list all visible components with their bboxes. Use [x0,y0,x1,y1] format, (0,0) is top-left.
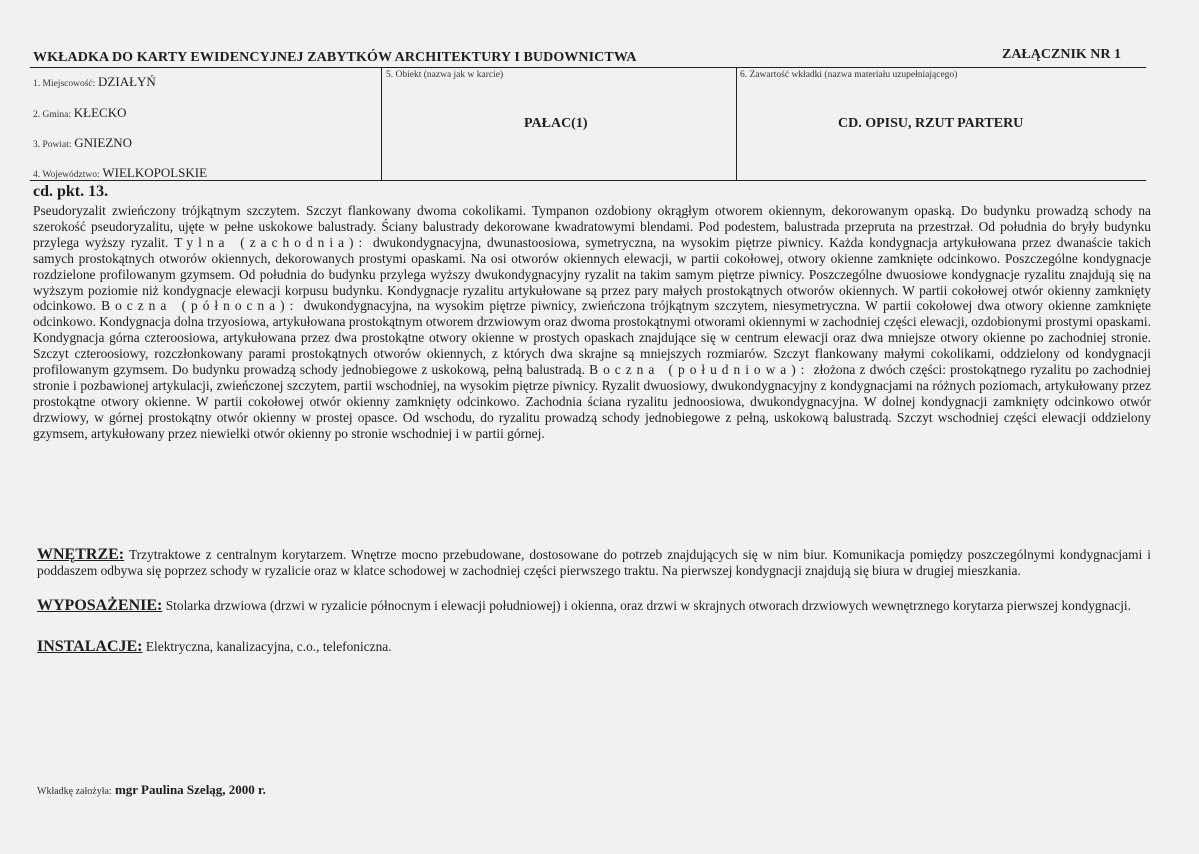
header-rule-top [30,67,1146,68]
column-divider-2 [736,67,737,180]
installations-heading: INSTALACJE: [37,638,143,655]
interior-paragraph [37,547,1151,579]
description-part-2: dwukondygnacyjna, dwunastoosiowa, symetryczna, na wysokim piętrze piwnicy. Każda kondygnacja artykułowana przez dwanaście takich samych prostokątnych otworów okiennych, dekorowanych prostymi opaskami. Na osi otworów okiennych elewacji, w partii cokołowej, otwory okienne zamknięte odcinkowo. Poszczególne kondygnacje rozdzielone profilowanym gzymsem. Od południa do budynku przylega wyższy dwukondygnacyjny ryzalit na takim samym piętrze piwnicy. Poszczególne dwuosiowe kondygnacje ryzalitu znajdują się na wyższym poziomie niż kondygnacje elewacji korpusu budynku. Kondygnacje ryzalitu artykułowane są przez pary małych prostokątnych otworów okiennych. W partii cokołowej otwór okienny zamknięty odcinkowo. [33,234,1152,314]
commune-field [33,105,126,121]
elevation-heading-north: Boczna (północna): [101,298,299,314]
county-field [33,135,132,151]
annex-number: ZAŁĄCZNIK NR 1 [1001,47,1121,62]
commune-value: KŁECKO [73,105,127,120]
furnishing-heading: WYPOSAŻENIE: [37,597,163,614]
section-heading: cd. pkt. 13. [33,183,109,200]
description-part-4: złożona z dwóch części: prostokątnego ryzalitu po zachodniej stronie i pozbawionej artykulacji, zwieńczonej szczytem, partii wschodniej, na wysokim piętrze piwnicy. Ryzalit dwuosiowy, dwukondygnacyjny z kondygnacjami na różnych poziomach, artykułowany przez prostokątne otwory okienne. W partii cokołowej otwór okienny zamknięty odcinkowo. Zachodnia ściana ryzalitu jednoosiowa, dwukondygnacyjna. W dolnej kondygnacji zamknięty odcinkowo otwór drzwiowy, w górnej prostokątny otwór okienny w prostej opasce. Od wschodu, do ryzalitu prowadzą schody jednobiegowe z pełną, uskokową balustradą. Szczyt wschodniej części elewacji oddzielony gzymsem, artykułowany przez niewielki otwór okienny po stronie wschodniej i w partii górnej. [33,362,1151,441]
interior-heading: WNĘTRZE: [37,546,125,563]
description-body [33,203,1151,442]
province-label: 4. Województwo: [33,170,100,180]
description-part-1: Pseudoryzalit zwieńczony trójkątnym szczytem. Szczyt flankowany dwoma cokolikami. Tympanon ozdobiony okrągłym otworem okiennym, dekorowanym opaską. Do budynku prowadzą schody na szerokość pseudoryzalitu, ujęte w pełne uskokowe balustrady. Ściany balustrady dekorowane kwadratowymi blendami. Pod podestem, balustrada przepruta na przestrzał. Od południa do bryły budynku przylega wyższy ryzalit. [33,203,1151,250]
furnishing-text: Stolarka drzwiowa (drzwi w ryzalicie północnym i elewacji południowej) i okienna, oraz drzwi w skrajnych otworach drzwiowych wewnętrznego korytarza pierwszej kondygnacji. [165,598,1131,613]
elevation-heading-west: Tylna (zachodnia): [174,234,368,250]
card-title: WKŁADKA DO KARTY EWIDENCYJNEJ ZABYTKÓW ARCHITEKTURY I BUDOWNICTWA [33,50,637,65]
installations-text: Elektryczna, kanalizacyjna, c.o., telefoniczna. [145,639,392,654]
locality-field [33,74,156,90]
description-part-3: dwukondygnacyjna, na wysokim piętrze piwnicy, zwieńczona trójkątnym szczytem, niesymetryczna. W partii cokołowej dwa otwory okienne zamknięte odcinkowo. Kondygnacja dolna trzyosiowa, artykułowana prostokątnym otworem drzwiowym oraz dwoma prostokątnymi otworami okiennymi w zachodniej części elewacji, ozdobionymi prostymi opaskami. Kondygnacja górna czteroosiowa, artykułowana przez dwa prostokątne otwory okienne w prostych opaskach znajdujące się w centrum elewacji oraz dwa mniejsze otwory okienne po zachodniej stronie. Szczyt czteroosiowy, rozczłonkowany parami prostokątnych otworów okiennych, z których dwa skrajne są mniejszych rozmiarów. Szczyt flankowany małymi cokolikami, oddzielony od kondygnacji profilowanym gzymsem. Do budynku prowadzą schody jednobiegowe z uskokową, pełną balustradą. [33,298,1151,378]
province-field [33,165,207,181]
county-value: GNIEZNO [74,135,133,150]
elevation-heading-south: Boczna (południowa): [589,362,810,378]
object-value: PAŁAC(1) [524,116,588,131]
installations-paragraph [37,639,1151,655]
furnishing-paragraph [37,598,1151,614]
author-value: mgr Paulina Szeląg, 2000 r. [114,782,266,797]
content-label: 6. Zawartość wkładki (nazwa materiału uzupełniającego) [740,70,958,80]
column-divider-1 [381,67,382,180]
locality-value: DZIAŁYŃ [98,74,156,89]
locality-label: 1. Miejscowość: [33,79,96,89]
commune-label: 2. Gmina: [33,110,71,120]
county-label: 3. Powiat: [33,140,72,150]
author-line [37,782,266,798]
content-value: CD. OPISU, RZUT PARTERU [838,116,1024,131]
province-value: WIELKOPOLSKIE [102,165,208,180]
object-label: 5. Obiekt (nazwa jak w karcie) [386,70,504,80]
interior-text: Trzytraktowe z centralnym korytarzem. Wnętrze mocno przebudowane, dostosowane do potrzeb znajdujących się w nim biur. Komunikacja pomiędzy poszczególnymi kondygnacjami i poddaszem odbywa się poprzez schody w ryzalicie oraz w klatce schodowej w zachodniej części pierwszego traktu. Na pierwszej kondygnacji znajdują się biura w drugiej mieszkania. [37,547,1151,578]
author-label: Wkładkę założyła: [37,786,112,797]
